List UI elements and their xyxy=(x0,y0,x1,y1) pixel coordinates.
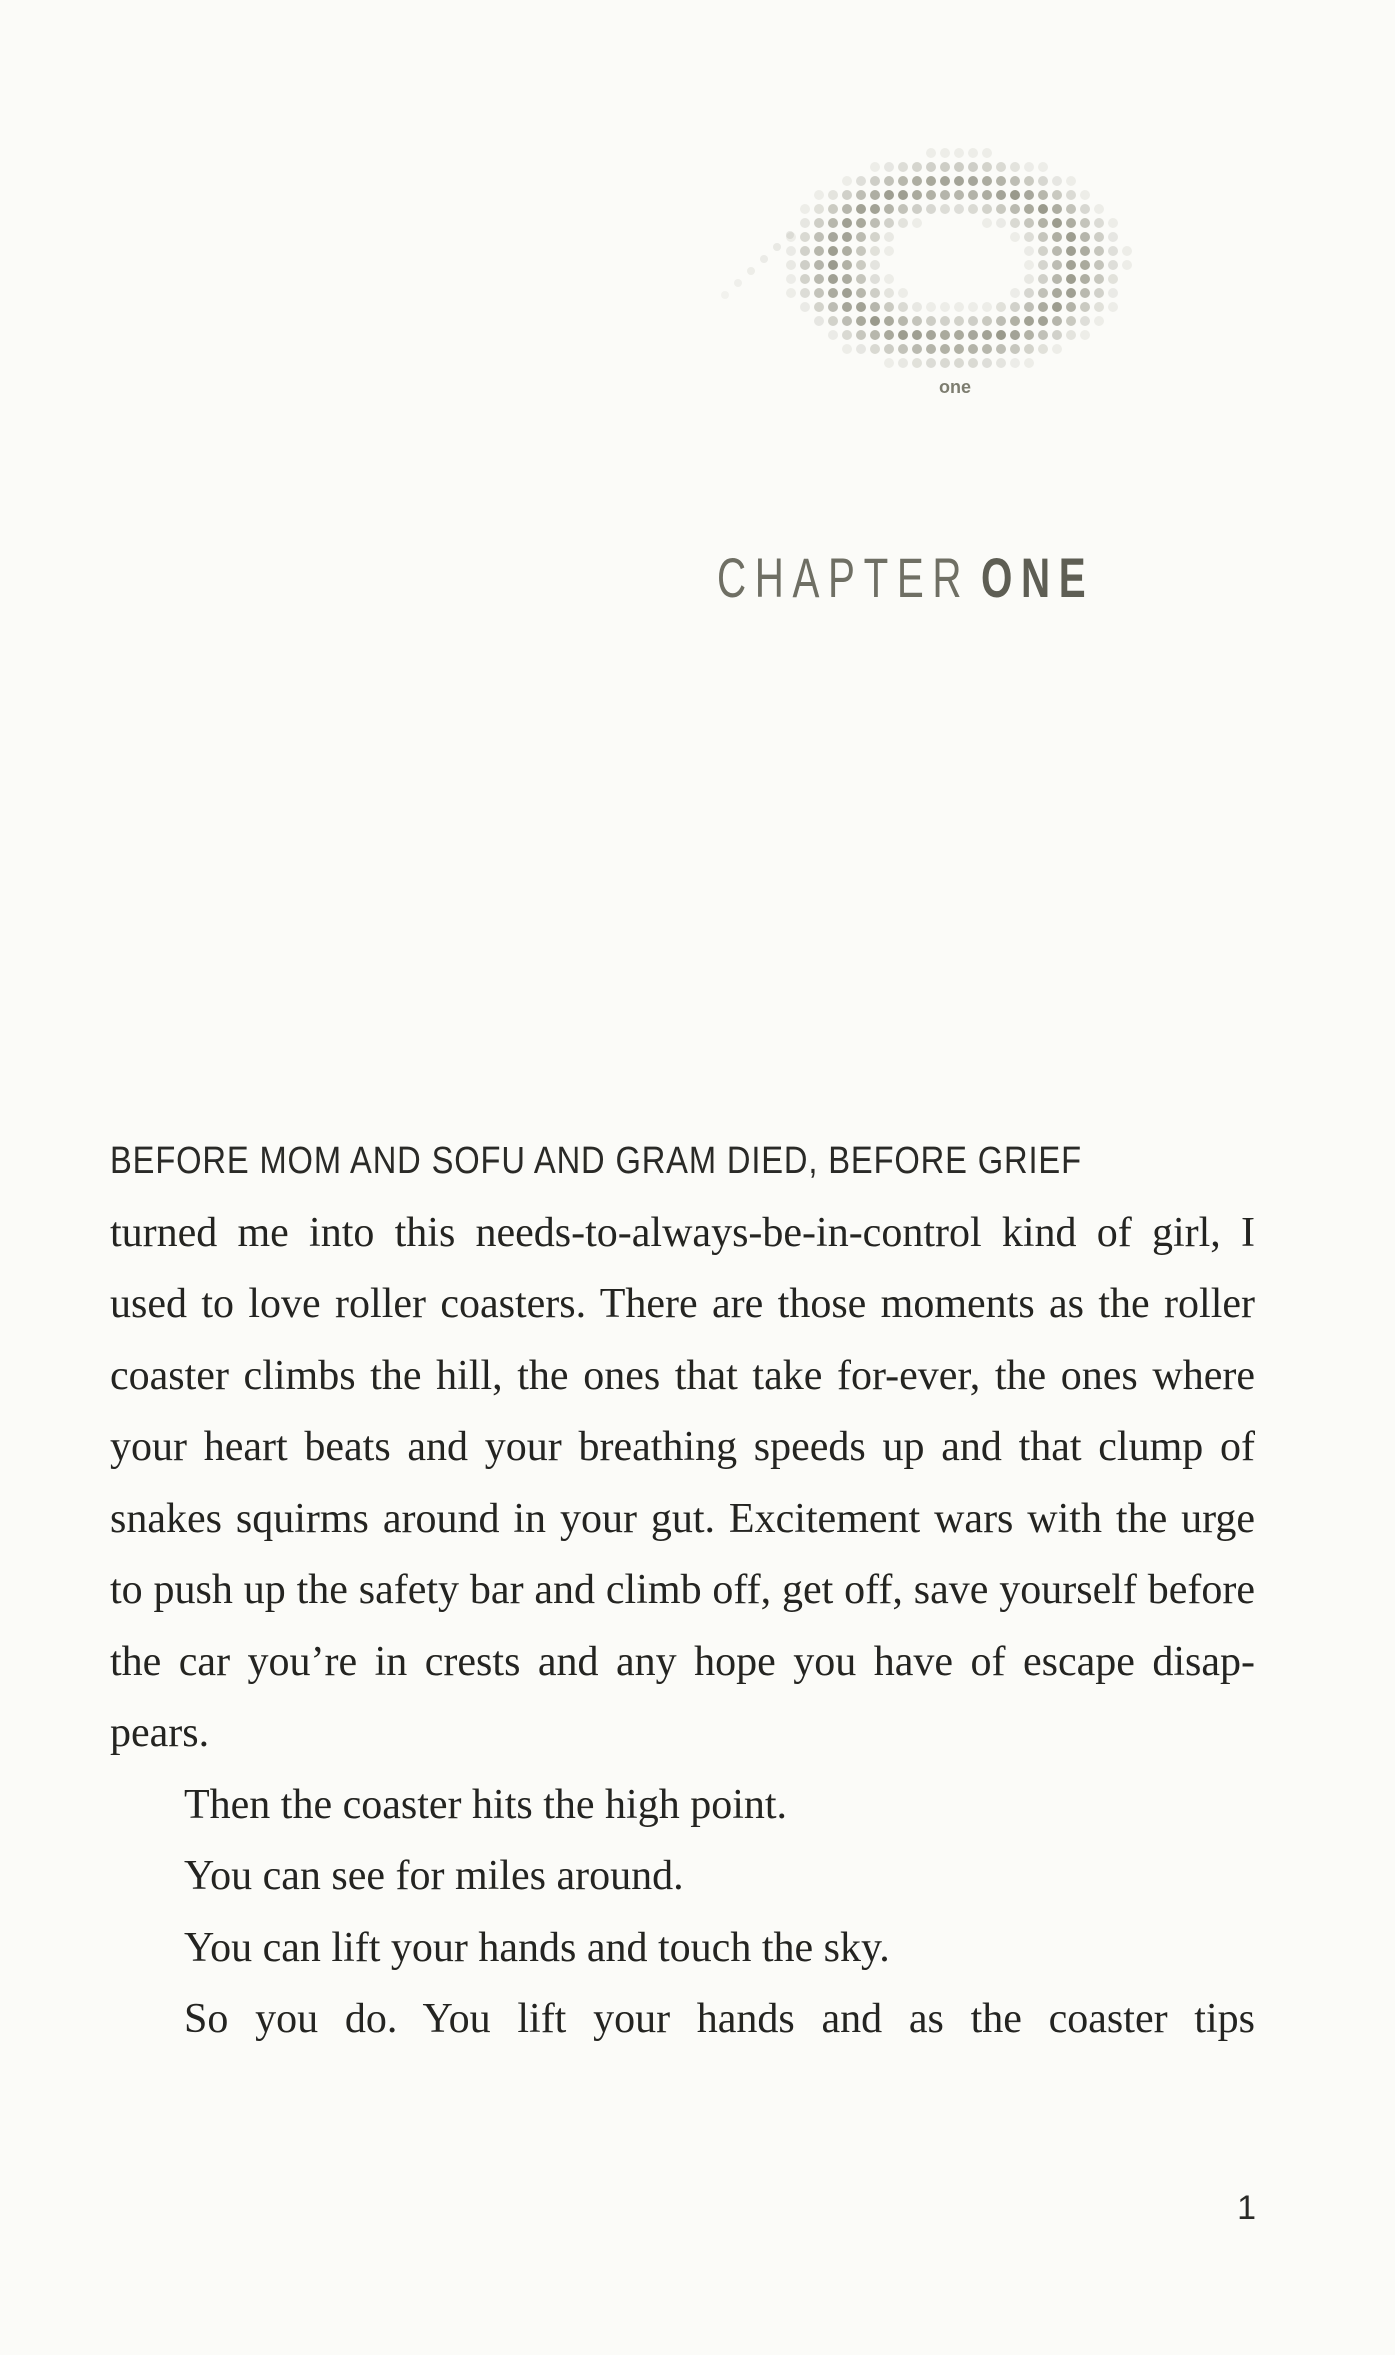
ornament-dot xyxy=(1080,204,1090,214)
ornament-dots xyxy=(721,148,1132,368)
ornament-dot xyxy=(968,204,978,214)
ornament-dot xyxy=(926,330,936,340)
ornament-dot xyxy=(982,190,992,200)
ornament-dot xyxy=(828,316,838,326)
paragraph-line-3: You can lift your hands and touch the sky. xyxy=(184,1924,890,1971)
ornament-dot xyxy=(800,232,810,242)
ornament-dot xyxy=(940,330,950,340)
ornament-dot xyxy=(870,260,880,270)
ornament-dot xyxy=(1052,260,1062,270)
ornament-dot xyxy=(828,288,838,298)
ornament-dot xyxy=(884,232,894,242)
ornament-dot xyxy=(954,190,964,200)
ornament-dot xyxy=(1010,204,1020,214)
ornament-dot xyxy=(996,204,1006,214)
ornament-dot xyxy=(1066,218,1076,228)
ornament-dot xyxy=(898,358,908,368)
ornament-dot xyxy=(1024,246,1034,256)
ornament-dot xyxy=(926,316,936,326)
ornament-dot xyxy=(870,330,880,340)
ornament-dot xyxy=(1052,190,1062,200)
ornament-dot xyxy=(954,204,964,214)
ornament-dot xyxy=(884,316,894,326)
ornament-dot xyxy=(968,162,978,172)
ornament-dot xyxy=(940,358,950,368)
ornament-dot xyxy=(996,190,1006,200)
ornament-dot xyxy=(1066,190,1076,200)
opening-paragraph xyxy=(110,1125,1255,1770)
ornament-dot xyxy=(1066,204,1076,214)
ornament-dot xyxy=(828,260,838,270)
ornament-dot xyxy=(1024,358,1034,368)
ornament-dot xyxy=(884,344,894,354)
ornament-dot xyxy=(842,330,852,340)
ornament-dot xyxy=(968,148,978,158)
ornament-dot xyxy=(814,260,824,270)
ornament-dot xyxy=(1066,246,1076,256)
ornament-dot xyxy=(1066,302,1076,312)
lead-in-smallcaps: BEFORE MOM AND SOFU AND GRAM DIED, BEFORE GRIEF xyxy=(110,1140,1082,1182)
ornament-dot xyxy=(800,288,810,298)
ornament-dot xyxy=(912,176,922,186)
ornament-dot xyxy=(800,218,810,228)
ornament-dot xyxy=(856,330,866,340)
ornament-dot xyxy=(940,190,950,200)
ornament-dot xyxy=(786,231,794,239)
ornament-dot xyxy=(912,358,922,368)
ornament-dot xyxy=(982,316,992,326)
ornament-dot xyxy=(912,162,922,172)
ornament-dot xyxy=(1108,288,1118,298)
ornament-dot xyxy=(968,316,978,326)
ornament-dot xyxy=(884,246,894,256)
ornament-dot xyxy=(856,204,866,214)
ornament-dot xyxy=(1094,204,1104,214)
ornament-dot xyxy=(968,358,978,368)
ornament-dot xyxy=(1080,316,1090,326)
ornament-dot xyxy=(870,344,880,354)
ornament-dot xyxy=(912,190,922,200)
ornament-dot xyxy=(856,218,866,228)
ornament-dot xyxy=(1024,204,1034,214)
ornament-dot xyxy=(1052,330,1062,340)
ornament-dot xyxy=(1094,260,1104,270)
ornament-dot xyxy=(814,190,824,200)
ornament-dot xyxy=(870,176,880,186)
ornament-dot xyxy=(870,162,880,172)
ornament-dot xyxy=(870,204,880,214)
ornament-dot xyxy=(1010,190,1020,200)
ornament-dot xyxy=(1066,274,1076,284)
ornament-dot xyxy=(1094,218,1104,228)
ornament-dot xyxy=(996,330,1006,340)
ornament-dot xyxy=(828,204,838,214)
ornament-dot xyxy=(828,218,838,228)
ornament-dot xyxy=(926,302,936,312)
ornament-dot xyxy=(1094,274,1104,284)
ornament-dot xyxy=(842,232,852,242)
ornament-dot xyxy=(954,176,964,186)
ornament-dot xyxy=(982,302,992,312)
ornament-dot xyxy=(856,274,866,284)
ornament-dot xyxy=(982,218,992,228)
ornament-dot xyxy=(814,316,824,326)
ornament-dot xyxy=(828,190,838,200)
ornament-dot xyxy=(884,330,894,340)
chapter-heading-word: CHAPTER xyxy=(717,546,971,609)
ornament-dot xyxy=(1052,232,1062,242)
ornament-dot xyxy=(982,204,992,214)
ornament-dot xyxy=(968,190,978,200)
ornament-dot xyxy=(747,267,755,275)
ornament-dot xyxy=(870,316,880,326)
ornament-dot xyxy=(870,288,880,298)
ornament-dot xyxy=(1038,330,1048,340)
ornament-dot xyxy=(1094,232,1104,242)
ornament-dot xyxy=(884,288,894,298)
ornament-dot xyxy=(786,260,796,270)
ornament-dot xyxy=(940,148,950,158)
ornament-dot xyxy=(954,302,964,312)
ornament-dot xyxy=(982,358,992,368)
ornament-dot xyxy=(996,302,1006,312)
ornament-dot xyxy=(1094,316,1104,326)
ornament-dot xyxy=(856,190,866,200)
ornament-dot xyxy=(856,176,866,186)
ornament-label: one xyxy=(938,377,972,397)
ornament-dot xyxy=(884,274,894,284)
ornament-dot xyxy=(842,274,852,284)
ornament-dot xyxy=(1038,218,1048,228)
ornament-dot xyxy=(828,330,838,340)
ornament-dot xyxy=(996,176,1006,186)
ornament-dot xyxy=(1038,344,1048,354)
ornament-dot xyxy=(1010,316,1020,326)
paragraph-line-4: So you do. You lift your hands and as the coaster tips xyxy=(184,1996,1255,2042)
ornament-dot xyxy=(1052,302,1062,312)
chapter-heading xyxy=(717,545,1237,611)
paragraph-line-1: Then the coaster hits the high point. xyxy=(184,1781,788,1828)
ornament-dot xyxy=(912,204,922,214)
ornament-dot xyxy=(1038,232,1048,242)
ornament-dot xyxy=(1052,274,1062,284)
page-number: 1 xyxy=(1237,2189,1256,2227)
ornament-dot xyxy=(996,344,1006,354)
ornament-dot xyxy=(968,344,978,354)
ornament-dot xyxy=(786,288,796,298)
chapter-body-text xyxy=(110,1125,1255,2056)
ornament-dot xyxy=(1094,288,1104,298)
ornament-dot xyxy=(1094,246,1104,256)
ornament-dot xyxy=(1052,218,1062,228)
ornament-dot xyxy=(1080,302,1090,312)
ornament-dot xyxy=(856,302,866,312)
ornament-dot xyxy=(954,330,964,340)
ornament-dot xyxy=(1038,316,1048,326)
ornament-dot xyxy=(912,316,922,326)
ornament-dot xyxy=(884,302,894,312)
ornament-dot xyxy=(760,255,768,263)
ornament-dot xyxy=(898,176,908,186)
ornament-dot xyxy=(1052,288,1062,298)
ornament-dot xyxy=(1010,162,1020,172)
ornament-dot xyxy=(870,190,880,200)
ornament-dot xyxy=(898,288,908,298)
ornament-dot xyxy=(814,288,824,298)
ornament-dot xyxy=(1066,330,1076,340)
ornament-dot xyxy=(1052,344,1062,354)
ornament-dot xyxy=(884,190,894,200)
ornament-dot xyxy=(1024,344,1034,354)
ornament-dot xyxy=(1108,246,1118,256)
ornament-dot xyxy=(1108,302,1118,312)
ornament-dot xyxy=(1024,176,1034,186)
ornament-dot xyxy=(1038,162,1048,172)
ornament-dot xyxy=(940,344,950,354)
ornament-dot xyxy=(842,316,852,326)
ornament-dot xyxy=(1066,232,1076,242)
ornament-dot xyxy=(870,246,880,256)
ornament-dot xyxy=(1038,288,1048,298)
ornament-dot xyxy=(773,243,781,251)
ornament-dot xyxy=(996,316,1006,326)
ornament-dot xyxy=(884,204,894,214)
ornament-dot xyxy=(1080,274,1090,284)
ornament-dot xyxy=(940,316,950,326)
ornament-dot xyxy=(1066,176,1076,186)
ornament-dot xyxy=(1010,344,1020,354)
ornament-dot xyxy=(1080,218,1090,228)
ornament-dot xyxy=(800,274,810,284)
ornament-dot xyxy=(800,204,810,214)
ornament-dot xyxy=(996,358,1006,368)
ornament-dot xyxy=(982,176,992,186)
ornament-dot xyxy=(898,330,908,340)
ornament-dot xyxy=(898,316,908,326)
ornament-dot xyxy=(968,330,978,340)
ornament-dot xyxy=(856,344,866,354)
ornament-dot xyxy=(926,204,936,214)
ornament-dot xyxy=(1080,190,1090,200)
ornament-dot xyxy=(842,260,852,270)
ornament-dot xyxy=(954,148,964,158)
ornament-dot xyxy=(1108,232,1118,242)
ornament-dot xyxy=(828,246,838,256)
ornament-dot xyxy=(884,176,894,186)
ornament-dot xyxy=(814,246,824,256)
ornament-dot xyxy=(982,344,992,354)
ornament-dot xyxy=(870,302,880,312)
opening-paragraph-text: turned me into this needs-to-always-be-in-control kind of girl, I used to love roller coasters. There are those moments as the roller coaster climbs the hill, the ones that take for-ever, the ones where your heart beats and your breathing speeds up and that clump of snakes squirms around in your gut. Excitement wars with the urge to push up the safety bar and climb off, get off, save yourself before the car you’re in crests and any hope you have of escape disap-pears. xyxy=(110,1209,1255,1756)
ornament-dot xyxy=(842,218,852,228)
ornament-dot xyxy=(1038,274,1048,284)
ornament-dot xyxy=(842,246,852,256)
ornament-dot xyxy=(800,246,810,256)
ornament-dot xyxy=(1094,302,1104,312)
ornament-dot xyxy=(800,260,810,270)
ornament-dot xyxy=(1024,316,1034,326)
ornament-dot xyxy=(898,204,908,214)
ornament-dot xyxy=(1010,358,1020,368)
ornament-dot xyxy=(814,302,824,312)
ornament-dot xyxy=(1024,232,1034,242)
ornament-dot xyxy=(954,162,964,172)
ornament-dot xyxy=(1024,288,1034,298)
ornament-dot xyxy=(1038,246,1048,256)
ornament-dot xyxy=(1038,176,1048,186)
ornament-dot xyxy=(1080,330,1090,340)
ornament-dot xyxy=(1080,288,1090,298)
ornament-dot xyxy=(912,302,922,312)
ornament-dot xyxy=(734,279,742,287)
ornament-dot xyxy=(1024,274,1034,284)
chapter-heading-number: ONE xyxy=(980,546,1094,609)
ornament-dot xyxy=(996,162,1006,172)
ornament-dot xyxy=(1052,204,1062,214)
ornament-dot xyxy=(856,246,866,256)
ornament-dot xyxy=(814,204,824,214)
ornament-dot xyxy=(842,190,852,200)
ornament-dot xyxy=(926,344,936,354)
ornament-dot xyxy=(814,218,824,228)
ornament-dot xyxy=(1024,190,1034,200)
ornament-dot xyxy=(968,176,978,186)
ornament-dot xyxy=(870,274,880,284)
ornament-dot xyxy=(926,176,936,186)
ornament-dot xyxy=(912,218,922,228)
ornament-dot xyxy=(1038,302,1048,312)
ornament-dot xyxy=(1024,260,1034,270)
ornament-dot xyxy=(940,162,950,172)
ornament-dot xyxy=(800,302,810,312)
ornament-dot xyxy=(1080,260,1090,270)
ornament-dot xyxy=(884,358,894,368)
ornament-dot xyxy=(898,162,908,172)
ornament-dot xyxy=(982,162,992,172)
ornament-dot xyxy=(1052,176,1062,186)
ornament-dot xyxy=(898,190,908,200)
ornament-dot xyxy=(828,232,838,242)
ornament-dot xyxy=(1052,316,1062,326)
ornament-dot xyxy=(828,274,838,284)
ornament-dot xyxy=(1052,246,1062,256)
ornament-dot xyxy=(1010,232,1020,242)
ornament-dot xyxy=(1038,204,1048,214)
ornament-dot xyxy=(982,148,992,158)
ornament-dot xyxy=(1066,288,1076,298)
ornament-dot xyxy=(1108,218,1118,228)
ornament-dot xyxy=(856,232,866,242)
ornament-dot xyxy=(954,344,964,354)
ornament-dot xyxy=(842,302,852,312)
ornament-dot xyxy=(1010,330,1020,340)
ornament-dot xyxy=(898,302,908,312)
ornament-dot xyxy=(1010,288,1020,298)
ornament-dot xyxy=(842,204,852,214)
ornament-dot xyxy=(1038,190,1048,200)
ornament-dot xyxy=(1010,302,1020,312)
ornament-dot xyxy=(1066,316,1076,326)
ornament-dot xyxy=(968,302,978,312)
ornament-dot xyxy=(870,232,880,242)
ornament-dot xyxy=(1066,260,1076,270)
ornament-dot xyxy=(842,176,852,186)
ornament-dot xyxy=(898,218,908,228)
ornament-dot xyxy=(926,148,936,158)
ornament-dot xyxy=(814,274,824,284)
ornament-dot xyxy=(786,274,796,284)
ornament-dot xyxy=(856,260,866,270)
ornament-dot xyxy=(1024,218,1034,228)
ornament-dot xyxy=(940,302,950,312)
ornament-dot xyxy=(1108,274,1118,284)
ornament-dot xyxy=(898,344,908,354)
ornament-dot xyxy=(856,316,866,326)
ornament-dot xyxy=(842,344,852,354)
ornament-dot xyxy=(884,218,894,228)
ornament-dot xyxy=(1024,162,1034,172)
ornament-dot xyxy=(926,162,936,172)
ornament-dot xyxy=(912,344,922,354)
ornament-dot xyxy=(926,358,936,368)
ornament-dot xyxy=(1024,330,1034,340)
ornament-dot xyxy=(721,291,729,299)
ornament-dot xyxy=(842,288,852,298)
ornament-dot xyxy=(1080,232,1090,242)
ornament-dot xyxy=(856,288,866,298)
ornament-dot xyxy=(1010,218,1020,228)
ornament-dot xyxy=(1038,260,1048,270)
ornament-dot xyxy=(954,358,964,368)
ornament-dot xyxy=(926,190,936,200)
ornament-dot xyxy=(1010,176,1020,186)
ornament-dot xyxy=(912,330,922,340)
ornament-dot xyxy=(940,176,950,186)
ornament-dot xyxy=(1122,246,1132,256)
ornament-dot xyxy=(884,162,894,172)
ornament-dot xyxy=(982,330,992,340)
ornament-dot xyxy=(1122,260,1132,270)
ornament-dot xyxy=(954,316,964,326)
ornament-dot xyxy=(940,204,950,214)
ornament-dot xyxy=(870,218,880,228)
ornament-dot xyxy=(996,218,1006,228)
ornament-dot xyxy=(786,246,796,256)
ornament-dot xyxy=(1024,302,1034,312)
ornament-dot xyxy=(1080,246,1090,256)
ornament-dot xyxy=(1108,260,1118,270)
dotted-circle-ornament-icon xyxy=(705,145,1205,415)
ornament-dot xyxy=(814,232,824,242)
ornament-dot xyxy=(828,302,838,312)
paragraph-line-2: You can see for miles around. xyxy=(184,1853,684,1899)
